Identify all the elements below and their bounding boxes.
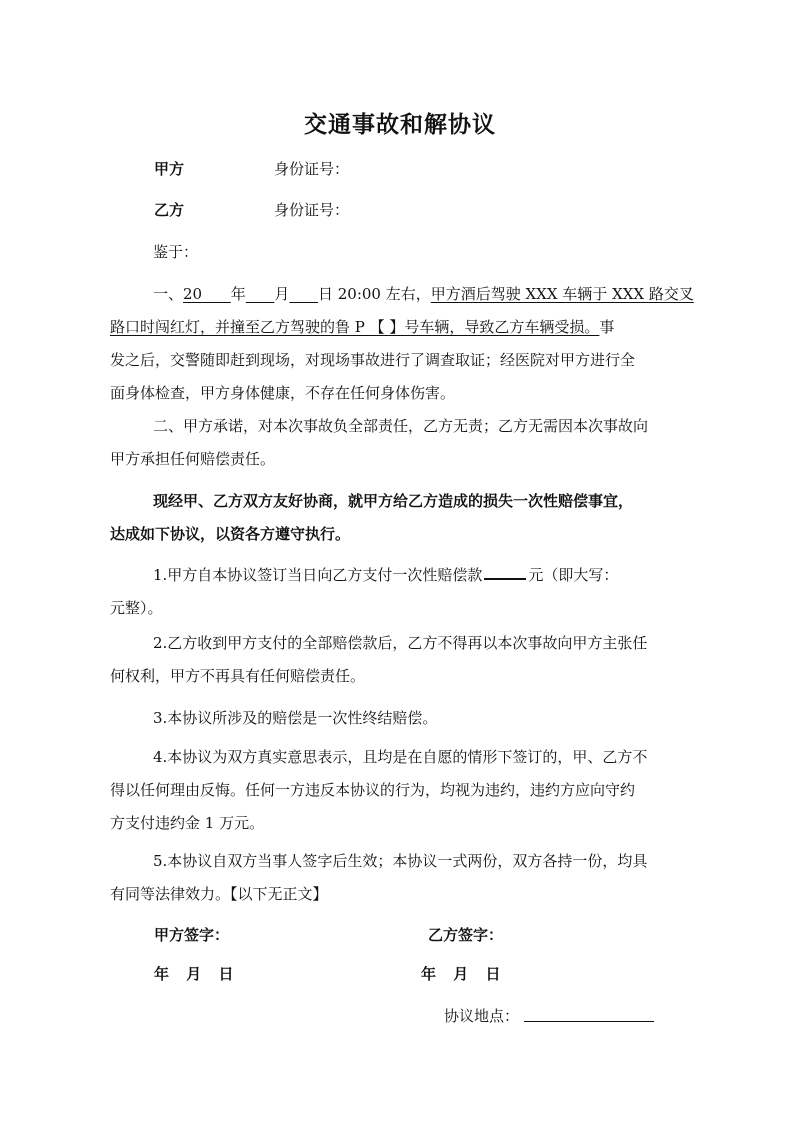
party-a-row xyxy=(154,158,349,180)
party-b-row xyxy=(154,199,349,221)
party-b-signature-label: 乙方签字： xyxy=(428,926,504,944)
item-5 xyxy=(110,845,688,911)
clause-1-line-4: 面身体检查，甲方身体健康，不存在任何身体伤害。 xyxy=(110,384,456,402)
party-a-date: 年 月 日 xyxy=(154,965,234,983)
clause-1-underlined-1: 甲方酒后驾驶 XXX 车辆于 XXX 路交叉 xyxy=(430,285,694,303)
item-3 xyxy=(110,702,688,735)
clause-2 xyxy=(110,410,688,476)
consensus-line-1: 现经甲、乙方双方友好协商，就甲方给乙方造成的损失一次性赔偿事宜， xyxy=(153,492,634,510)
party-a-name: 甲方 xyxy=(154,160,185,178)
consensus-line-2: 达成如下协议，以资各方遵守执行。 xyxy=(110,525,351,543)
item-2-line-2: 何权利，甲方不再具有任何赔偿责任。 xyxy=(110,667,366,685)
agreement-place-label: 协议地点： xyxy=(444,1007,520,1025)
consensus-paragraph xyxy=(110,485,688,551)
clause-2-line-1: 二、甲方承诺，对本次事故负全部责任，乙方无责；乙方无需因本次事故向 xyxy=(153,417,649,435)
party-b-name: 乙方 xyxy=(154,201,185,219)
clause-1-line-3: 发之后，交警随即赶到现场，对现场事故进行了调查取证；经医院对甲方进行全 xyxy=(110,351,636,369)
whereas-text: 鉴于： xyxy=(153,243,199,261)
clause-2-line-2: 甲方承担任何赔偿责任。 xyxy=(110,450,276,468)
item-2 xyxy=(110,627,688,693)
item-4-line-2: 得以任何理由反悔。任何一方违反本协议的行为，均视为违约，违约方应向守约 xyxy=(110,781,636,799)
item-2-line-1: 2.乙方收到甲方支付的全部赔偿款后，乙方不得再以本次事故向甲方主张任 xyxy=(153,634,648,652)
clause-1-month-suffix: 月 xyxy=(274,285,290,303)
item-5-line-1: 5.本协议自双方当事人签字后生效；本协议一式两份，双方各持一份，均具 xyxy=(153,852,648,870)
item-1-part-2: 元（即大写： xyxy=(528,566,619,584)
party-a-id-label: 身份证号： xyxy=(274,160,350,178)
clause-1-year-suffix: 年 xyxy=(230,285,246,303)
item-1-line-2: 元整）。 xyxy=(110,599,163,617)
clause-1 xyxy=(110,278,694,410)
clause-1-year: 20 xyxy=(183,285,203,303)
item-4-line-3: 方支付违约金 1 万元。 xyxy=(110,814,265,832)
item-1 xyxy=(110,559,688,625)
clause-1-underlined-2: 路口时闯红灯，并撞至乙方驾驶的鲁 P 【 】号车辆，导致乙方车辆受损。 xyxy=(110,318,600,336)
item-5-line-2: 有同等法律效力。【以下无正文】 xyxy=(110,885,328,903)
clause-1-month-blank xyxy=(246,285,275,303)
agreement-place-blank xyxy=(524,1021,654,1022)
whereas-line xyxy=(110,236,688,269)
item-3-line-1: 3.本协议所涉及的赔偿是一次性终结赔偿。 xyxy=(153,709,438,727)
item-4-line-1: 4.本协议为双方真实意思表示，且均是在自愿的情形下签订的，甲、乙方不 xyxy=(153,748,648,766)
party-b-id-label: 身份证号： xyxy=(274,201,350,219)
party-b-date: 年 月 日 xyxy=(421,965,501,983)
clause-1-tail: 事 xyxy=(599,318,615,336)
clause-1-day-blank xyxy=(289,285,318,303)
party-a-signature-label: 甲方签字： xyxy=(154,926,230,944)
clause-1-prefix: 一、 xyxy=(153,285,184,303)
item-4 xyxy=(110,741,688,840)
clause-1-day-time: 日 20:00 左右， xyxy=(317,285,431,303)
document-title: 交通事故和解协议 xyxy=(304,112,496,138)
compensation-amount-blank xyxy=(484,563,526,580)
item-1-part-1: 1.甲方自本协议签订当日向乙方支付一次性赔偿款 xyxy=(153,566,483,584)
